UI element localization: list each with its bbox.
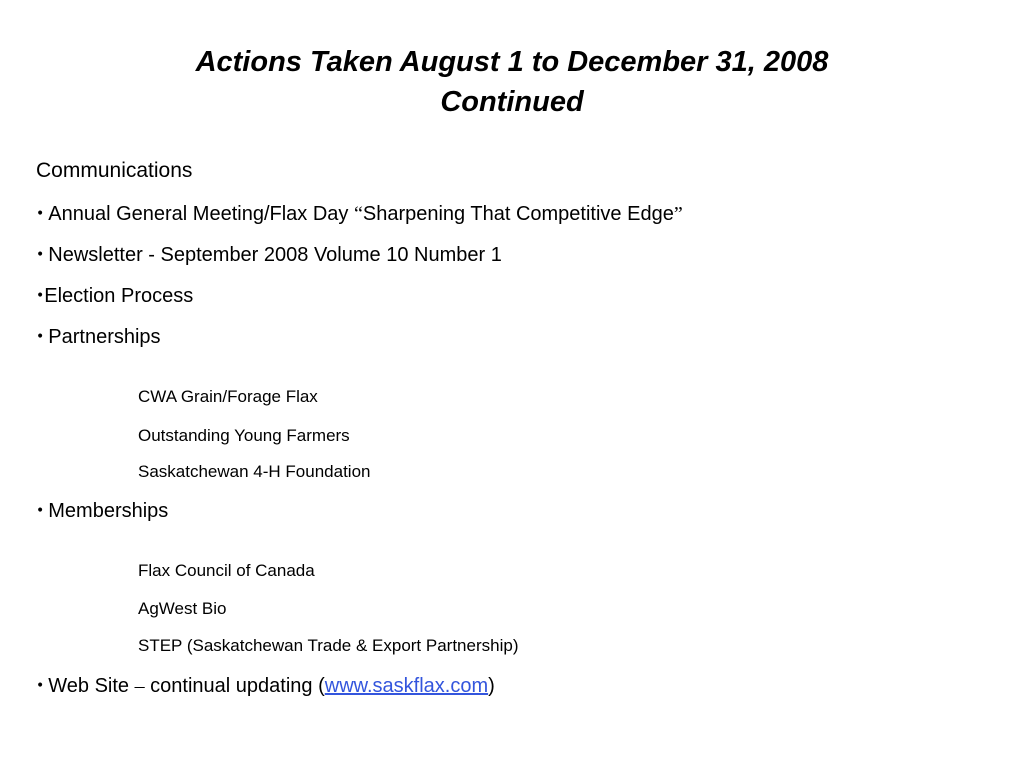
website-dash: – <box>134 675 145 697</box>
membership-item: AgWest Bio <box>138 599 227 618</box>
section-heading: Communications <box>36 159 193 182</box>
item-text: Annual General Meeting/Flax Day <box>48 203 354 225</box>
title-line-2: Continued <box>440 86 584 118</box>
item-quoted-text: Sharpening That Competitive Edge <box>362 203 674 225</box>
bullet-icon: • <box>36 503 45 519</box>
membership-item: Flax Council of Canada <box>138 561 315 580</box>
website-prefix: Web Site <box>48 675 135 697</box>
item-text: Newsletter - September 2008 Volume 10 Number 1 <box>48 244 502 266</box>
item-text: Election Process <box>44 285 194 307</box>
bullet-item-memberships <box>36 499 168 523</box>
bullet-item-partnerships <box>36 325 161 349</box>
quote-close: ” <box>673 203 683 225</box>
bullet-item-website <box>36 674 495 698</box>
membership-item: STEP (Saskatchewan Trade & Export Partnership) <box>138 636 519 655</box>
bullet-icon: • <box>36 288 45 304</box>
partnership-item: Outstanding Young Farmers <box>138 426 350 445</box>
bullet-item-election <box>36 284 193 308</box>
bullet-icon: • <box>36 678 45 694</box>
bullet-icon: • <box>36 247 45 263</box>
bullet-item-newsletter <box>36 243 502 267</box>
bullet-icon: • <box>36 329 45 345</box>
website-middle: continual updating ( <box>144 675 325 697</box>
website-suffix: ) <box>488 675 495 697</box>
partnership-item: Saskatchewan 4-H Foundation <box>138 462 371 481</box>
item-text: Partnerships <box>48 326 161 348</box>
partnership-item: CWA Grain/Forage Flax <box>138 387 318 406</box>
quote-open: “ <box>353 203 363 225</box>
slide-title <box>0 42 1024 122</box>
title-line-1: Actions Taken August 1 to December 31, 2008 <box>195 46 829 78</box>
item-text: Memberships <box>48 500 169 522</box>
bullet-item-agm <box>36 202 683 226</box>
website-link[interactable]: www.saskflax.com <box>324 675 489 697</box>
bullet-icon: • <box>36 206 45 222</box>
